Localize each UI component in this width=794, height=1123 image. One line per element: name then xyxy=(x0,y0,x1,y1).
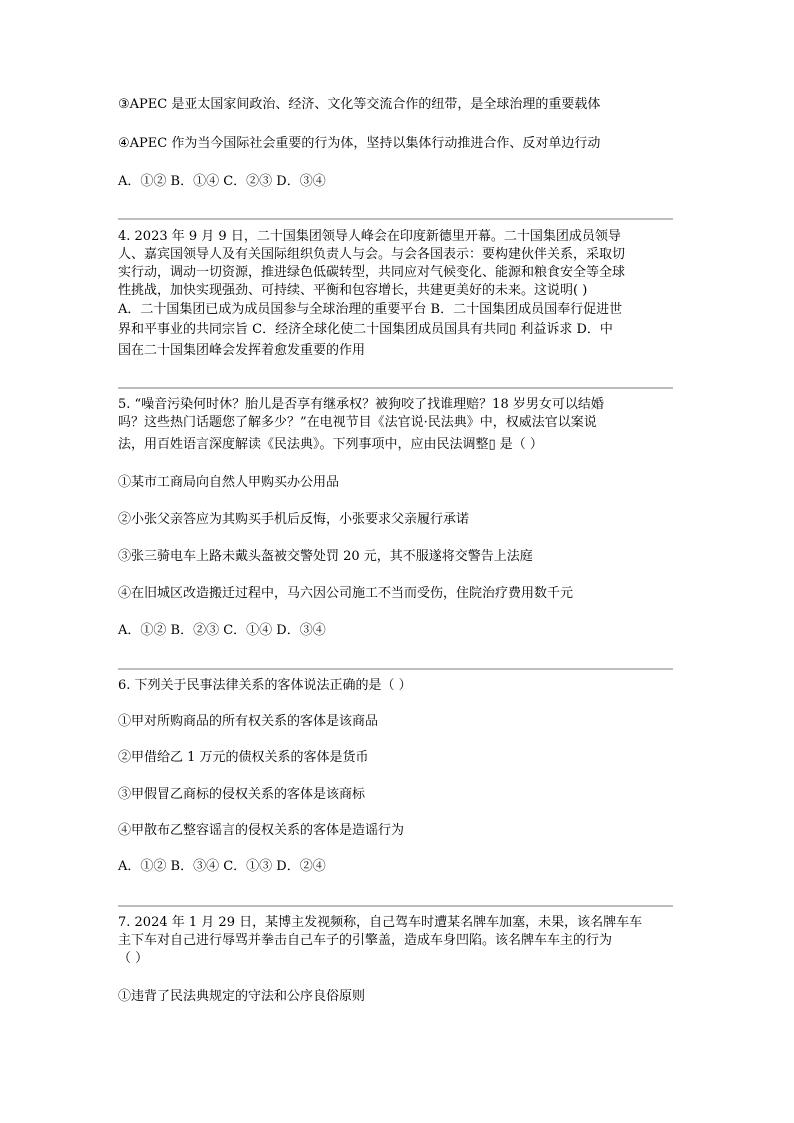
section-divider xyxy=(118,387,673,389)
q4-stem-line-2: 人、嘉宾国领导人及有关国际组织负责人与会。与会各国表示：要构建伙伴关系，采取切 xyxy=(118,247,626,262)
q5-stem-line-3: 法，用百姓语言深度解读《民法典》。下列事项中，应由民法调整▯ 是（ ） xyxy=(118,437,543,452)
q4-answer-line-2: 界和平事业的共同宗旨 C．经济全球化使二十国集团成员国具有共同▯ 利益诉求 D．中 xyxy=(118,322,613,337)
q6-option-2: ②甲借给乙 1 万元的债权关系的客体是货币 xyxy=(118,750,369,765)
section-divider xyxy=(118,668,673,670)
q4-answer-line-1: A．二十国集团已成为成员国参与全球治理的重要平台 B．二十国集团成员国奉行促进世 xyxy=(118,302,623,317)
q5-answer-choices: A．①② B．②③ C．①④ D．③④ xyxy=(118,623,326,638)
q6-option-3: ③甲假冒乙商标的侵权关系的客体是该商标 xyxy=(118,787,366,802)
q5-stem-line-2: 吗？这些热门话题您了解多少？”在电视节目《法官说·民法典》中，权威法官以案说 xyxy=(118,415,597,430)
q7-stem-line-3: （ ） xyxy=(118,951,149,966)
q5-option-3: ③张三骑电车上路未戴头盔被交警处罚 20 元，其不服遂将交警告上法庭 xyxy=(118,549,533,564)
q4-stem-line-4: 性挑战，加快实现强劲、可持续、平衡和包容增长，共建更美好的未来。这说明( ) xyxy=(118,283,588,298)
q3-option-3: ③APEC 是亚太国家间政治、经济、文化等交流合作的纽带，是全球治理的重要载体 xyxy=(118,97,601,112)
section-divider xyxy=(118,218,673,220)
q5-option-1: ①某市工商局向自然人甲购买办公用品 xyxy=(118,475,340,490)
q6-option-1: ①甲对所购商品的所有权关系的客体是该商品 xyxy=(118,714,379,729)
q4-answer-line-3: 国在二十国集团峰会发挥着愈发重要的作用 xyxy=(118,343,366,358)
q7-option-1: ①违背了民法典规定的守法和公序良俗原则 xyxy=(118,989,366,1004)
q4-stem-line-3: 实行动，调动一切资源，推进绿色低碳转型，共同应对气候变化、能源和粮食安全等全球 xyxy=(118,265,626,280)
q7-stem-line-2: 主下车对自己进行辱骂并拳击自己车子的引擎盖，造成车身凹陷。该名牌车车主的行为 xyxy=(118,933,613,948)
q6-option-4: ④甲散布乙整容谣言的侵权关系的客体是造谣行为 xyxy=(118,823,405,838)
q5-option-2: ②小张父亲答应为其购买手机后反悔，小张要求父亲履行承诺 xyxy=(118,512,470,527)
q3-option-4: ④APEC 作为当今国际社会重要的行为体，坚持以集体行动推进合作、反对单边行动 xyxy=(118,136,601,151)
section-divider xyxy=(118,905,673,907)
q4-stem-line-1: 4. 2023 年 9 月 9 日，二十国集团领导人峰会在印度新德里开幕。二十国集团成员领导 xyxy=(118,229,621,244)
q6-answer-choices: A．①② B．③④ C．①③ D．②④ xyxy=(118,859,326,874)
q6-stem: 6. 下列关于民事法律关系的客体说法正确的是（ ） xyxy=(118,678,412,693)
q7-stem-line-1: 7. 2024 年 1 月 29 日，某博主发视频称，自己驾车时遭某名牌车加塞，未果，该名牌车车 xyxy=(118,915,643,930)
q3-answer-choices: A．①② B．①④ C．②③ D．③④ xyxy=(118,174,326,189)
q5-option-4: ④在旧城区改造搬迁过程中，马六因公司施工不当而受伤，住院治疗费用数千元 xyxy=(118,586,574,601)
q5-stem-line-1: 5. “噪音污染何时休？胎儿是否享有继承权？被狗咬了找谁理赔？18 岁男女可以结婚 xyxy=(118,397,604,412)
